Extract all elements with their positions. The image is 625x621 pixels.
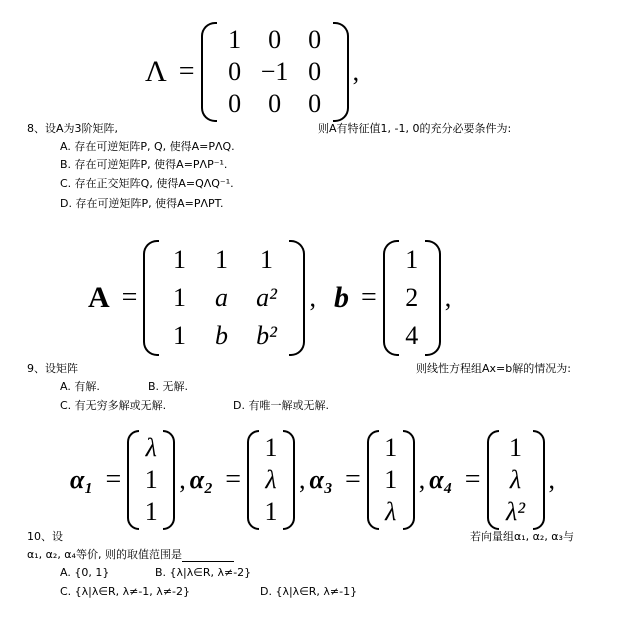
q9-cell: b² — [256, 321, 277, 350]
q9-vector-cell: 1 — [405, 245, 419, 274]
q9-matrix-name: A — [88, 281, 110, 314]
q10-cell: 1 — [384, 433, 398, 462]
q8-cell: 0 — [228, 57, 242, 86]
q8-cell: 0 — [308, 57, 322, 86]
comma: , — [444, 283, 452, 312]
q9-option-a: A. 有解. — [60, 380, 100, 393]
q9-stem-left: 9、设矩阵 — [27, 362, 78, 375]
right-bracket — [333, 22, 349, 122]
comma: , — [418, 465, 426, 494]
q10-option-a: A. {0, 1} — [60, 566, 110, 579]
right-bracket — [403, 430, 415, 530]
right-bracket — [163, 430, 175, 530]
right-bracket — [425, 240, 441, 356]
q9-equation — [88, 240, 451, 356]
q10-cell: λ — [509, 465, 522, 494]
comma: , — [352, 57, 360, 86]
q9-vector-cell: 4 — [405, 321, 419, 350]
equals-sign: = — [225, 464, 241, 495]
q8-cell: 0 — [268, 89, 282, 118]
q8-cell: 0 — [308, 25, 322, 54]
equals-sign: = — [344, 464, 361, 495]
right-bracket — [289, 240, 305, 356]
q10-cell: 1 — [144, 465, 158, 494]
left-bracket — [383, 240, 399, 356]
q10-vectors — [70, 430, 555, 530]
q8-cell: 1 — [228, 25, 242, 54]
q10-stem-line2 — [27, 546, 234, 562]
q10-vector-3-name: α₃ — [309, 465, 333, 494]
left-bracket — [247, 430, 259, 530]
q9-cell: b — [214, 321, 228, 350]
q8-cell: 0 — [268, 25, 282, 54]
q8-stem-left: 8、设A为3阶矩阵, — [27, 122, 119, 135]
answer-blank — [182, 551, 234, 562]
q10-cell: λ — [385, 497, 397, 526]
equals-sign: = — [360, 282, 377, 313]
q10-vector-2-name: α₂ — [189, 465, 214, 494]
q10-cell: 1 — [144, 497, 158, 526]
q9-vector-cell: 2 — [405, 283, 419, 312]
q10-vector-1-name: α₁ — [70, 465, 94, 494]
left-bracket — [487, 430, 499, 530]
q9-cell: a — [214, 283, 228, 312]
q9-cell: 1 — [214, 245, 228, 274]
q9-stem-right: 则线性方程组Ax=b解的情况为: — [416, 362, 571, 375]
q9-cell: a² — [256, 283, 277, 312]
comma: , — [179, 465, 186, 494]
left-bracket — [127, 430, 139, 530]
q8-option-c: C. 存在正交矩阵Q, 使得A=QΛQ⁻¹. — [60, 177, 234, 190]
left-bracket — [367, 430, 379, 530]
q9-cell: 1 — [172, 321, 186, 350]
comma: , — [548, 465, 555, 494]
q8-cell: −1 — [260, 57, 289, 86]
comma: , — [299, 465, 306, 494]
right-bracket — [533, 430, 545, 530]
equals-sign: = — [105, 464, 122, 495]
q10-cell: 1 — [264, 433, 278, 462]
q9-cell: 1 — [172, 245, 186, 274]
q9-cell: 1 — [259, 245, 273, 274]
q8-stem-right: 则A有特征值1, -1, 0的充分必要条件为: — [318, 122, 512, 135]
q10-cell: λ — [145, 433, 157, 462]
q8-matrix-name: Λ — [145, 55, 167, 88]
q10-stem-line2-text: α₁, α₂, α₄等价, 则的取值范围是 — [27, 548, 182, 561]
equals-sign: = — [121, 282, 138, 313]
q8-matrix-lambda — [145, 22, 359, 122]
q10-cell: λ — [265, 465, 277, 494]
q8-cell: 0 — [308, 89, 322, 118]
q10-option-b: B. {λ|λ∈R, λ≠-2} — [155, 566, 252, 579]
q10-stem-left: 10、设 — [27, 530, 63, 543]
q9-option-c: C. 有无穷多解或无解. — [60, 399, 167, 412]
q10-cell: 1 — [509, 433, 522, 462]
q9-cell: 1 — [172, 283, 186, 312]
equals-sign: = — [464, 464, 481, 495]
q10-option-d: D. {λ|λ∈R, λ≠-1} — [260, 585, 358, 598]
q10-stem-right: 若向量组α₁, α₂, α₃与 — [470, 530, 574, 543]
right-bracket — [283, 430, 295, 530]
left-bracket — [201, 22, 217, 122]
q9-option-d: D. 有唯一解或无解. — [233, 399, 329, 412]
q8-option-b: B. 存在可逆矩阵P, 使得A=PΛP⁻¹. — [60, 158, 228, 171]
q8-option-d: D. 存在可逆矩阵P, 使得A=PΛPT. — [60, 197, 224, 210]
left-bracket — [143, 240, 159, 356]
comma: , — [309, 283, 316, 312]
q10-cell: λ² — [505, 497, 526, 526]
q8-cell: 0 — [228, 89, 242, 118]
q10-vector-4-name: α₄ — [429, 465, 453, 494]
q10-cell: 1 — [264, 497, 278, 526]
equals-sign: = — [178, 56, 195, 87]
q9-option-b: B. 无解. — [148, 380, 189, 393]
q8-option-a: A. 存在可逆矩阵P, Q, 使得A=PΛQ. — [60, 140, 235, 153]
q9-vector-name: b — [333, 281, 349, 314]
q10-cell: 1 — [384, 465, 398, 494]
q10-option-c: C. {λ|λ∈R, λ≠-1, λ≠-2} — [60, 585, 190, 598]
